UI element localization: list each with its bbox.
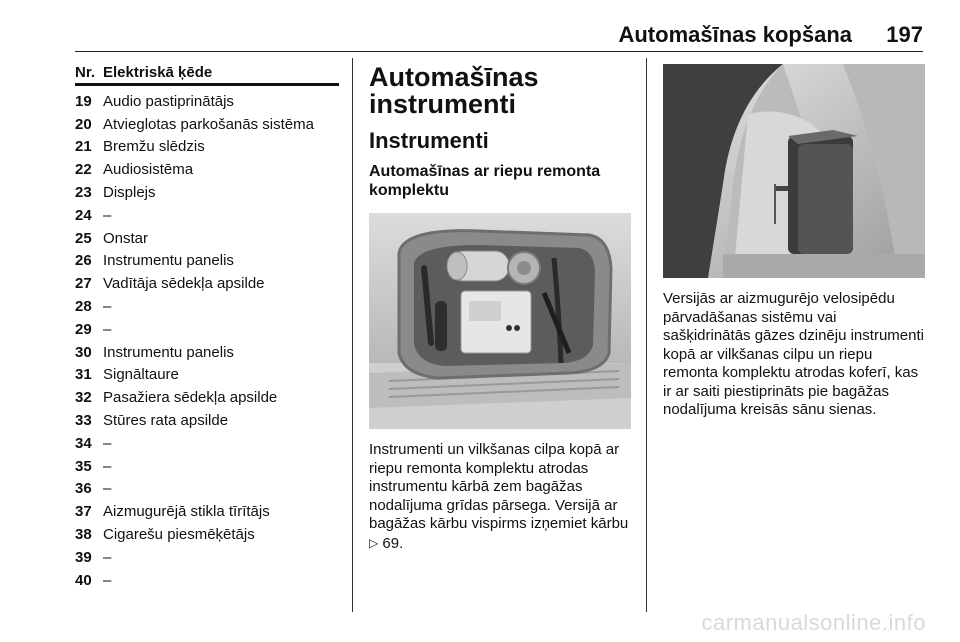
xref-arrow-icon: ▷ [369,535,379,550]
fuse-number: 40 [75,571,92,589]
fuse-number: 32 [75,389,92,407]
page-number: 197 [886,22,923,47]
table-row [75,455,339,478]
fuse-number: 31 [75,366,92,384]
table-row [75,500,339,523]
column-header-nr: Nr. [75,64,96,81]
circuit-label: Stūres rata apsilde [103,412,229,430]
circuit-label: – [103,206,112,224]
circuit-label: – [103,548,112,566]
table-row [75,478,339,501]
fuse-number: 38 [75,526,92,544]
table-row [75,546,339,569]
circuit-label: Onstar [103,229,149,247]
table-row [75,272,339,295]
fuse-number: 22 [75,161,92,179]
paragraph-tools-location-text: Instrumenti un vilkšanas cilpa kopā ar riepu remonta komplektu atrodas instrumentu kārbā zem bagāžas nodalījuma grīdas pārsega. Versijā ar bagāžas kārbu vispirms izņemiet kārbu [369,441,629,532]
fuse-table [75,64,339,592]
section-heading-block [369,64,631,200]
table-row [75,227,339,250]
circuit-label: – [103,320,112,338]
fuse-number: 26 [75,252,92,270]
circuit-label: Audio pastiprinātājs [103,92,234,110]
fuse-number: 19 [75,92,92,110]
section-subtitle: Instrumenti [369,128,489,153]
circuit-label: Atvieglotas parkošanās sistēma [103,115,314,133]
fuse-rows [75,90,339,592]
fuse-number: 23 [75,184,92,202]
page-header-title: Automašīnas kopšana [618,22,852,47]
table-row [75,90,339,113]
circuit-label: – [103,571,112,589]
fuse-number: 34 [75,434,92,452]
fuse-number: 39 [75,548,92,566]
table-row [75,181,339,204]
table-row [75,113,339,136]
table-row [75,204,339,227]
circuit-label: Aizmugurējā stikla tīrītājs [103,503,270,521]
section-title [369,64,631,118]
trunk-case-illustration [663,64,925,278]
fuse-number: 21 [75,138,92,156]
table-row [75,341,339,364]
table-row [75,250,339,273]
table-row [75,409,339,432]
fuse-number: 28 [75,298,92,316]
table-row [75,158,339,181]
subsection-title-line2: komplektu [369,182,450,199]
fuse-number: 35 [75,457,92,475]
watermark: carmanualsonline.info [701,610,926,635]
paragraph-tools-in-case: Versijās ar aizmugurējo velosipēdu pārvadāšanas sistēmu vai sašķidrinātās gāzes dzinēju instrumenti kopā ar vilkšanas cilpu un riepu remonta komplektu atrodas koferī, kas ir ar saiti piestiprināts pie bagāžas nodalījuma kreisās sānu sienas. [663,290,924,418]
tool-kit-trunk-illustration [369,213,631,429]
circuit-label: Audiosistēma [103,161,194,179]
subsection-title-line1: Automašīnas ar riepu remonta [369,163,601,180]
table-row [75,136,339,159]
table-row [75,523,339,546]
column-divider-right [646,58,647,612]
fuse-number: 36 [75,480,92,498]
fuse-number: 24 [75,206,92,224]
circuit-label: – [103,298,112,316]
fuse-number: 25 [75,229,92,247]
circuit-label: – [103,434,112,452]
paragraph-tools-location [369,441,634,553]
table-row [75,569,339,592]
fuse-number: 30 [75,343,92,361]
table-row [75,295,339,318]
circuit-label: Pasažiera sēdekļa apsilde [103,389,278,407]
fuse-number: 27 [75,275,92,293]
table-row [75,386,339,409]
section-title-line1: Automašīnas [369,62,539,92]
circuit-label: Signāltaure [103,366,179,384]
fuse-number: 37 [75,503,92,521]
subsection-title [369,162,631,200]
table-row [75,318,339,341]
circuit-label: – [103,457,112,475]
circuit-label: Vadītāja sēdekļa apsilde [103,275,265,293]
circuit-label: Instrumentu panelis [103,343,234,361]
circuit-label: Cigarešu piesmēķētājs [103,526,255,544]
header-rule [75,51,923,52]
fuse-number: 20 [75,115,92,133]
circuit-label: – [103,480,112,498]
circuit-label: Instrumentu panelis [103,252,234,270]
fuse-number: 29 [75,320,92,338]
section-title-line2: instrumenti [369,89,517,119]
fuse-number: 33 [75,412,92,430]
circuit-label: Displejs [103,184,156,202]
page-reference[interactable]: 69. [382,534,404,552]
circuit-label: Bremžu slēdzis [103,138,205,156]
column-divider-left [352,58,353,612]
table-row [75,364,339,387]
table-row [75,432,339,455]
table-header [75,64,339,86]
column-header-circuit: Elektriskā ķēde [103,64,213,81]
